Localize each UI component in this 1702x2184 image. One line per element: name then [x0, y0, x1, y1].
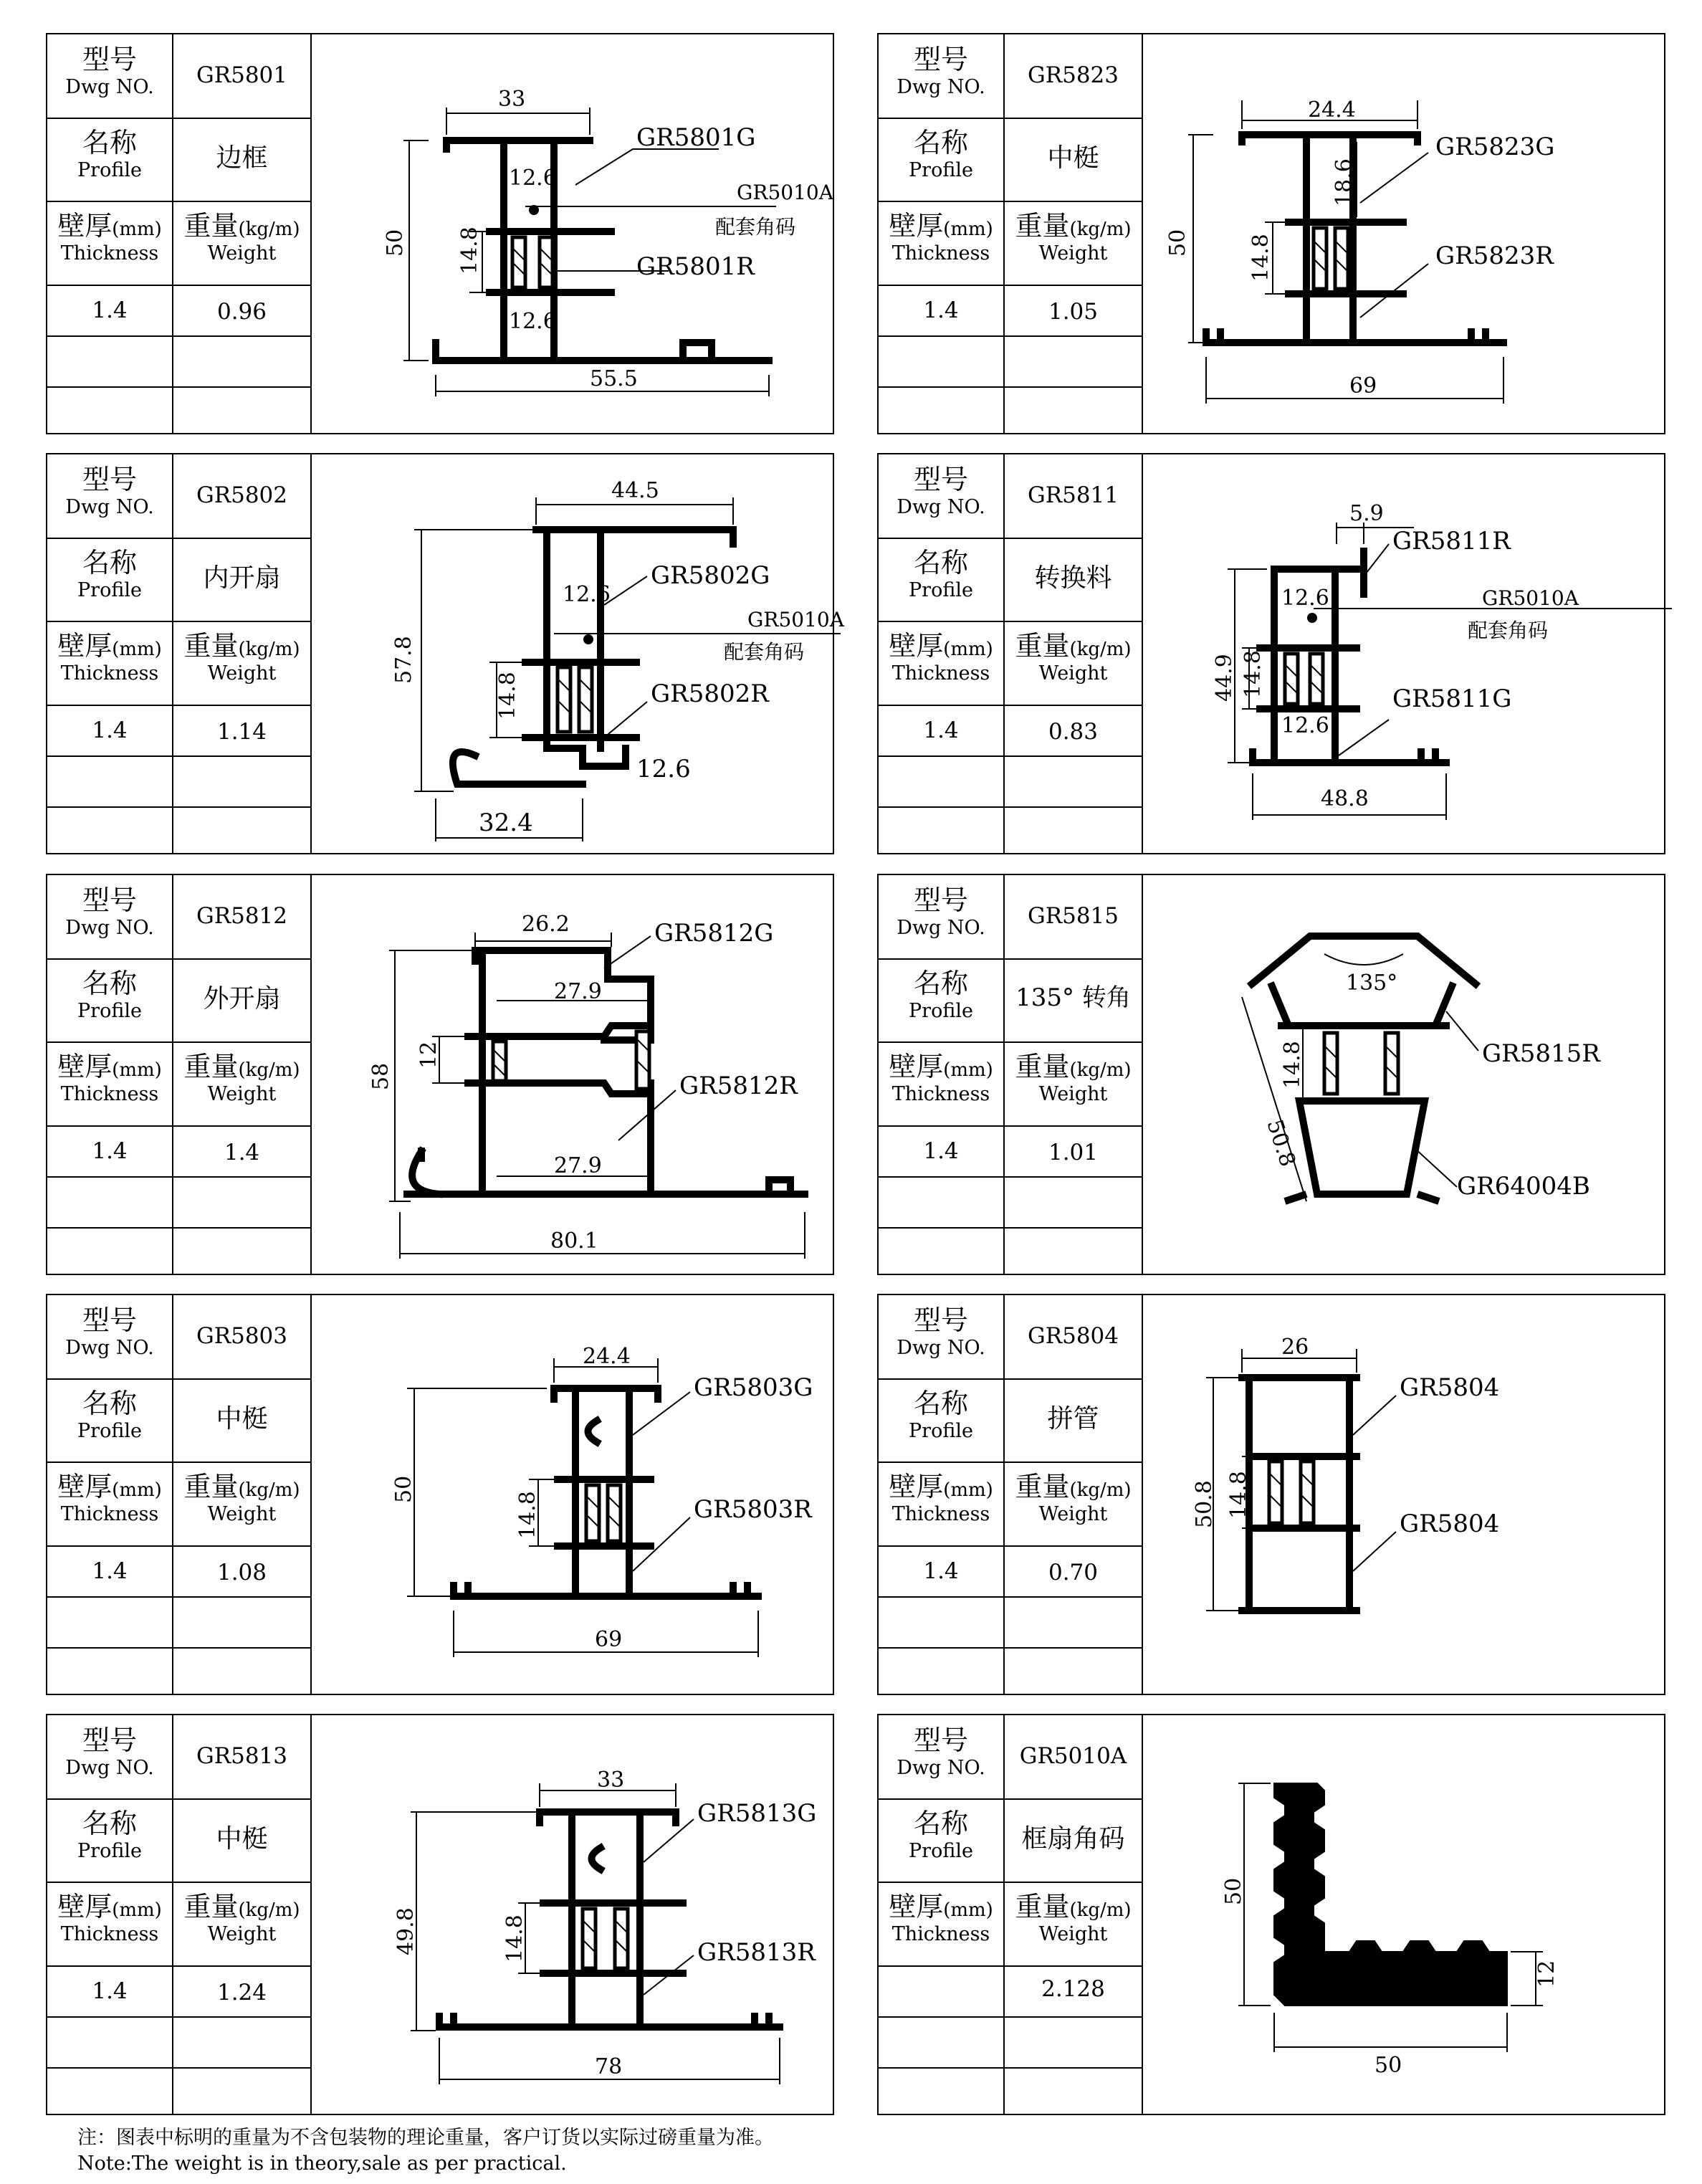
part-label: GR5804 — [1400, 1373, 1500, 1402]
footnote-zh: 注：图表中标明的重量为不含包装物的理论重量，客户订货以实际过磅重量为准。 — [77, 2127, 774, 2149]
dim-label: 12.6 — [636, 755, 691, 783]
thickness-label: 壁厚(mm) Thickness — [57, 210, 162, 264]
part-label: GR5812R — [679, 1072, 798, 1100]
dim-label: 32.4 — [479, 809, 533, 837]
weight-value: 1.14 — [216, 719, 267, 745]
profile-label: 名称 Profile — [909, 1808, 973, 1862]
dim-label: 18.6 — [1332, 158, 1357, 206]
dim-label: 57.8 — [391, 636, 416, 684]
profile-panel — [877, 1714, 1665, 2115]
profile-name: 拼管 — [1047, 1404, 1099, 1434]
profile-panel — [877, 874, 1665, 1275]
profile-name: 中梃 — [216, 1404, 268, 1434]
weight-label: 重量(kg/m) Weight — [1015, 1471, 1132, 1525]
dim-label: 48.8 — [1321, 786, 1369, 811]
profile-name: 边框 — [216, 143, 268, 173]
dim-label: 26.2 — [522, 912, 570, 937]
dim-label: 33 — [498, 87, 526, 112]
dim-label: 50.8 — [1261, 1116, 1301, 1170]
dot-icon — [1307, 613, 1317, 623]
weight-label: 重量(kg/m) Weight — [183, 1051, 300, 1105]
profile-drawing — [310, 1715, 833, 2114]
dim-label: 12.6 — [1281, 713, 1329, 738]
thickness-value: 1.4 — [923, 717, 959, 743]
profile-name: 转换料 — [1034, 563, 1112, 593]
profile-panel — [46, 33, 834, 434]
spec-table — [879, 1715, 1143, 2114]
profile-label: 名称 Profile — [77, 547, 142, 601]
dwg-label: 型号 Dwg NO. — [65, 464, 154, 518]
thickness-label: 壁厚(mm) Thickness — [889, 1471, 993, 1525]
dwg-number: GR5815 — [1028, 903, 1119, 929]
cross-section-svg — [310, 454, 844, 853]
profile-drawing — [1142, 1715, 1664, 2114]
dwg-number: GR5801 — [196, 62, 287, 88]
thickness-label: 壁厚(mm) Thickness — [889, 1051, 993, 1105]
spec-table — [879, 875, 1143, 1274]
profile-name: 135° 转角 — [1015, 983, 1131, 1012]
dim-label: 12.6 — [563, 582, 611, 607]
dim-label: 50 — [391, 1475, 416, 1503]
dim-label: 69 — [595, 1627, 623, 1652]
thickness-label: 壁厚(mm) Thickness — [57, 1891, 162, 1945]
profile-name: 框扇角码 — [1021, 1824, 1125, 1854]
profile-drawing — [310, 1295, 833, 1694]
profile-panel — [46, 1294, 834, 1695]
weight-value: 1.08 — [216, 1560, 267, 1585]
dim-label: 14.8 — [502, 1914, 527, 1963]
dim-label: 12.6 — [1281, 586, 1329, 611]
weight-value: 0.70 — [1048, 1560, 1099, 1585]
dwg-label: 型号 Dwg NO. — [897, 884, 985, 939]
dwg-label: 型号 Dwg NO. — [897, 44, 985, 98]
profile-label: 名称 Profile — [909, 1388, 973, 1442]
weight-label: 重量(kg/m) Weight — [183, 210, 300, 264]
profile-panel — [877, 453, 1665, 854]
thickness-value: 1.4 — [923, 1138, 959, 1164]
dwg-number: GR5804 — [1028, 1323, 1119, 1349]
dwg-label: 型号 Dwg NO. — [897, 1725, 985, 1779]
dwg-label: 型号 Dwg NO. — [65, 1305, 154, 1359]
profile-name: 中梃 — [216, 1824, 268, 1854]
dwg-number: GR5812 — [196, 903, 287, 929]
dim-label: 24.4 — [583, 1344, 631, 1369]
weight-label: 重量(kg/m) Weight — [1015, 210, 1132, 264]
part-label: GR5802G — [651, 561, 770, 590]
dim-label: 49.8 — [393, 1907, 419, 1955]
cross-section-svg — [1142, 1295, 1664, 1694]
profile-label: 名称 Profile — [77, 1388, 142, 1442]
dim-label: 14.8 — [1226, 1471, 1251, 1519]
spec-table — [879, 1295, 1143, 1694]
thickness-value: 1.4 — [923, 1558, 959, 1584]
profile-panel — [46, 453, 844, 854]
weight-value: 1.05 — [1048, 299, 1099, 325]
part-label: GR5815R — [1482, 1039, 1600, 1068]
part-label: GR5813R — [697, 1938, 816, 1967]
dim-label: 33 — [597, 1768, 625, 1793]
profile-label: 名称 Profile — [909, 968, 973, 1022]
weight-label: 重量(kg/m) Weight — [183, 1471, 300, 1525]
dwg-number: GR5802 — [196, 482, 287, 508]
dim-label: 50 — [1374, 2053, 1402, 2078]
thickness-value: 1.4 — [923, 297, 959, 323]
dim-label: 69 — [1349, 373, 1377, 399]
part-label: GR5823G — [1435, 133, 1555, 161]
dwg-label: 型号 Dwg NO. — [65, 884, 154, 939]
cross-section-svg — [1142, 1715, 1664, 2114]
part-label: GR5811R — [1392, 527, 1511, 555]
thickness-label: 壁厚(mm) Thickness — [889, 1891, 993, 1945]
spec-table — [47, 34, 312, 433]
dim-label: 78 — [595, 2054, 623, 2079]
dim-label: 14.8 — [457, 226, 482, 275]
profile-drawing — [1142, 34, 1664, 433]
profile-drawing — [1142, 1295, 1664, 1694]
weight-value: 1.01 — [1048, 1140, 1099, 1165]
dim-label: 44.9 — [1212, 654, 1237, 702]
profile-panel — [877, 33, 1665, 434]
dim-label: 12.6 — [509, 166, 557, 191]
dim-label: 135° — [1346, 971, 1398, 996]
footnote-en: Note:The weight is in theory,sale as per practical. — [77, 2152, 567, 2175]
part-label: GR5803G — [694, 1373, 813, 1402]
part-label: GR5811G — [1392, 685, 1512, 713]
weight-value: 0.83 — [1048, 719, 1099, 745]
dim-label: 27.9 — [554, 979, 602, 1004]
thickness-value: 1.4 — [92, 1558, 128, 1584]
profile-drawing — [310, 875, 833, 1274]
weight-label: 重量(kg/m) Weight — [183, 630, 300, 685]
dim-label: 26 — [1281, 1335, 1309, 1360]
profile-drawing — [310, 34, 833, 433]
part-label: GR5801G — [636, 123, 756, 152]
profile-panel — [46, 1714, 834, 2115]
dim-label: 14.8 — [515, 1491, 540, 1539]
thickness-value: 1.4 — [92, 297, 128, 323]
cross-section-svg — [1142, 875, 1664, 1274]
spec-table — [47, 1715, 312, 2114]
profile-name: 外开扇 — [203, 984, 281, 1014]
cross-section-svg — [310, 875, 833, 1274]
dim-label: 12 — [1534, 1960, 1559, 1988]
weight-label: 重量(kg/m) Weight — [183, 1891, 300, 1945]
profile-name: 内开扇 — [203, 563, 281, 593]
thickness-label: 壁厚(mm) Thickness — [57, 1051, 162, 1105]
cross-section-svg — [1142, 34, 1664, 433]
profile-name: 中梃 — [1047, 143, 1099, 173]
dwg-label: 型号 Dwg NO. — [897, 1305, 985, 1359]
dwg-number: GR5803 — [196, 1323, 287, 1349]
dim-label: 50 — [1165, 229, 1190, 257]
dwg-number: GR5811 — [1028, 482, 1119, 508]
part-label: GR64004B — [1457, 1172, 1590, 1201]
dim-label: 58 — [368, 1062, 393, 1090]
dim-label: 12 — [416, 1041, 441, 1069]
cross-section-svg — [310, 1715, 833, 2114]
dim-label: 14.8 — [1248, 234, 1273, 282]
dim-label: 50 — [1221, 1877, 1246, 1905]
part-label: 配套角码 — [1468, 619, 1549, 642]
weight-label: 重量(kg/m) Weight — [1015, 1051, 1132, 1105]
dim-label: 50 — [383, 229, 408, 257]
part-label: GR5802R — [651, 679, 769, 708]
profile-label: 名称 Profile — [909, 127, 973, 181]
dot-icon — [583, 634, 593, 644]
part-label: GR5803R — [694, 1495, 812, 1524]
profile-drawing — [1142, 875, 1664, 1274]
corner-connector-shape — [1274, 1783, 1507, 2006]
dim-label: 55.5 — [590, 366, 638, 391]
part-label: 配套角码 — [724, 640, 805, 664]
dwg-number: GR5823 — [1028, 62, 1119, 88]
dim-label: 14.8 — [1240, 650, 1266, 698]
spec-table — [879, 454, 1143, 853]
weight-value: 2.128 — [1041, 1976, 1105, 2002]
thickness-value: 1.4 — [92, 717, 128, 743]
part-label: GR5010A — [1482, 586, 1579, 610]
dim-label: 14.8 — [1280, 1041, 1305, 1089]
part-label: GR5804 — [1400, 1510, 1500, 1538]
profile-label: 名称 Profile — [77, 127, 142, 181]
dwg-label: 型号 Dwg NO. — [65, 1725, 154, 1779]
thickness-label: 壁厚(mm) Thickness — [57, 630, 162, 685]
dwg-number: GR5813 — [196, 1743, 287, 1769]
thickness-label: 壁厚(mm) Thickness — [889, 630, 993, 685]
part-label: GR5010A — [747, 608, 844, 631]
spec-table — [879, 34, 1143, 433]
cross-section-svg — [310, 34, 833, 433]
weight-value: 1.4 — [224, 1140, 260, 1165]
weight-label: 重量(kg/m) Weight — [1015, 630, 1132, 685]
thickness-value: 1.4 — [92, 1978, 128, 2004]
dim-label: 5.9 — [1349, 501, 1384, 526]
dim-label: 44.5 — [611, 478, 659, 503]
cross-section-svg — [1142, 454, 1664, 853]
profile-panel — [877, 1294, 1665, 1695]
profile-label: 名称 Profile — [77, 968, 142, 1022]
dim-label: 24.4 — [1308, 97, 1356, 123]
dwg-number: GR5010A — [1019, 1743, 1127, 1769]
profile-label: 名称 Profile — [77, 1808, 142, 1862]
profile-drawing — [1142, 454, 1664, 853]
thickness-value: 1.4 — [92, 1138, 128, 1164]
thickness-label: 壁厚(mm) Thickness — [57, 1471, 162, 1525]
spec-table — [47, 1295, 312, 1694]
dim-label: 12.6 — [509, 309, 557, 334]
profile-label: 名称 Profile — [909, 547, 973, 601]
spec-table — [47, 454, 312, 853]
thickness-label: 壁厚(mm) Thickness — [889, 210, 993, 264]
part-label: GR5823R — [1435, 242, 1554, 270]
profile-panel — [46, 874, 834, 1275]
part-label: GR5813G — [697, 1799, 817, 1828]
part-label: GR5812G — [654, 919, 774, 948]
dwg-label: 型号 Dwg NO. — [65, 44, 154, 98]
part-label: GR5010A — [737, 181, 833, 204]
weight-value: 0.96 — [216, 299, 267, 325]
dim-label: 27.9 — [554, 1153, 602, 1178]
weight-label: 重量(kg/m) Weight — [1015, 1891, 1132, 1945]
profile-drawing — [310, 454, 844, 853]
part-label: 配套角码 — [715, 215, 796, 239]
dim-label: 14.8 — [495, 672, 520, 720]
cross-section-svg — [310, 1295, 833, 1694]
part-label: GR5801R — [636, 252, 755, 281]
dwg-label: 型号 Dwg NO. — [897, 464, 985, 518]
weight-value: 1.24 — [216, 1980, 267, 2006]
dim-label: 50.8 — [1192, 1480, 1217, 1528]
dim-label: 80.1 — [550, 1229, 598, 1254]
spec-table — [47, 875, 312, 1274]
